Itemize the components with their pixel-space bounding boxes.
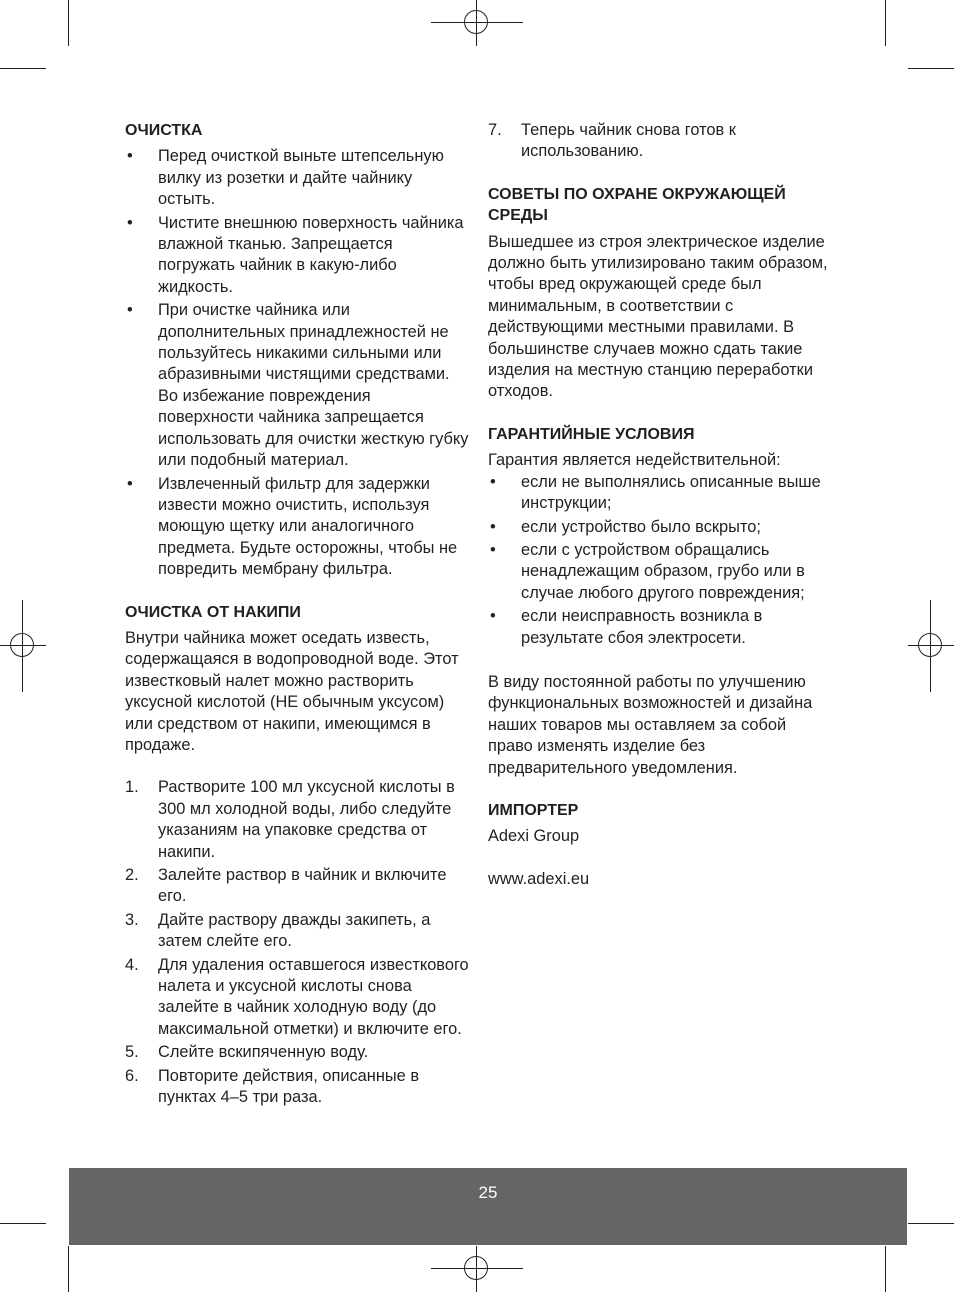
list-item-text: Чистите внешнюю поверхность чайника влажной тканью. Запрещается погружать чайник в какую-либо жидкость. — [158, 213, 464, 296]
bullet-icon: • — [490, 517, 496, 536]
registration-circle — [464, 10, 488, 34]
bullet-icon: • — [490, 472, 496, 491]
step-number: 2. — [125, 866, 139, 884]
bullet-icon: • — [490, 607, 496, 626]
step-item — [125, 1042, 470, 1063]
registration-circle — [10, 633, 34, 657]
list-item-text: При очистке чайника или дополнительных принадлежностей не пользуйтесь никакими сильными или абразивными чистящими средствами. Во избежание повреждения поверхности чайника запрещается использовать для очистки жесткую губку или подобный материал. — [158, 301, 469, 470]
importer-name: Adexi Group — [488, 827, 580, 846]
descaling-section — [125, 602, 470, 1109]
step-number: 4. — [125, 955, 139, 974]
list-item — [488, 472, 833, 515]
cleaning-section — [125, 120, 470, 581]
step-number: 5. — [125, 1043, 139, 1062]
crop-mark — [885, 1246, 886, 1292]
step-text: Дайте раствору дважды закипеть, а затем слейте его. — [158, 910, 431, 951]
descaling-steps-continued — [488, 120, 833, 163]
registration-circle — [464, 1256, 488, 1280]
list-item — [488, 540, 833, 604]
step-number: 6. — [125, 1066, 139, 1085]
warranty-section — [488, 424, 833, 779]
step-text: Слейте вскипяченную воду. — [158, 1043, 369, 1062]
crop-mark — [908, 1223, 954, 1224]
page-footer — [69, 1168, 907, 1245]
step-text: Повторите действия, описанные в пунктах 4–5 три раза. — [158, 1066, 420, 1107]
list-item — [488, 517, 833, 538]
crop-mark — [885, 0, 886, 46]
bullet-icon: • — [490, 540, 496, 559]
descaling-heading: ОЧИСТКА ОТ НАКИПИ — [125, 603, 301, 621]
step-text: Залейте раствор в чайник и включите его. — [158, 866, 447, 906]
bullet-icon: • — [127, 301, 133, 320]
crop-mark — [68, 0, 69, 46]
warranty-list — [488, 472, 833, 649]
step-number: 7. — [488, 121, 502, 139]
step-item — [125, 865, 470, 908]
crop-mark — [68, 1246, 69, 1292]
list-item-text: если не выполнялись описанные выше инструкции; — [521, 472, 821, 513]
step-item — [488, 120, 833, 163]
list-item-text: Извлеченный фильтр для задержки извести можно очистить, используя моющую щетку или аналогичного предмета. Будьте осторожны, чтобы не повредить мембрану фильтра. — [158, 474, 458, 579]
environment-section — [488, 184, 833, 403]
step-number: 1. — [125, 778, 139, 797]
step-number: 3. — [125, 910, 139, 929]
warranty-intro: Гарантия является недействительной: — [488, 451, 781, 470]
importer-heading: ИМПОРТЕР — [488, 801, 579, 819]
crop-mark — [0, 1223, 46, 1224]
importer-section — [488, 800, 833, 890]
list-item — [125, 146, 470, 210]
step-text: Теперь чайник снова готов к использованию. — [521, 121, 736, 161]
descaling-intro: Внутри чайника может оседать известь, содержащаяся в водопроводной воде. Этот известковый налет можно растворить уксусной кислотой (НЕ обычным уксусом) или средством от накипи, имеющимся в продаже. — [125, 628, 459, 754]
list-item-text: если неисправность возникла в результате сбоя электросети. — [521, 607, 763, 647]
list-item — [125, 300, 470, 471]
cleaning-heading: ОЧИСТКА — [125, 122, 203, 139]
environment-heading: СОВЕТЫ ПО ОХРАНЕ ОКРУЖАЮЩЕЙ СРЕДЫ — [488, 185, 786, 225]
environment-text: Вышедшее из строя электрическое изделие должно быть утилизировано таким образом, чтобы вред окружающей среде был минимальным, в соответствии с действующими местными правилами. В большинстве случаев можно сдать такие изделия на местную станцию переработки отходов. — [488, 232, 828, 401]
step-item — [125, 910, 470, 953]
list-item — [125, 213, 470, 299]
step-text: Для удаления оставшегося известкового налета и уксусной кислоты снова залейте в чайник холодную воду (до максимальной отметки) и включите его. — [158, 955, 469, 1038]
list-item — [488, 606, 833, 649]
list-item-text: если устройство было вскрыто; — [521, 517, 761, 536]
bullet-icon: • — [127, 147, 133, 166]
step-item — [125, 955, 470, 1041]
page-number: 25 — [478, 1183, 498, 1202]
list-item-text: Перед очисткой выньте штепсельную вилку из розетки и дайте чайнику остыть. — [158, 147, 444, 209]
warranty-note: В виду постоянной работы по улучшению функциональных возможностей и дизайна наших товаров мы оставляем за собой право изменять изделие без предварительного уведомления. — [488, 672, 813, 777]
crop-mark — [908, 68, 954, 69]
step-text: Растворите 100 мл уксусной кислоты в 300 мл холодной воды, либо следуйте указаниям на упаковке средства от накипи. — [158, 778, 455, 861]
step-item — [125, 1066, 470, 1109]
bullet-icon: • — [127, 213, 133, 232]
importer-website: www.adexi.eu — [488, 869, 590, 888]
list-item-text: если с устройством обращались ненадлежащим образом, грубо или в случае любого другого повреждения; — [521, 540, 805, 602]
descaling-steps — [125, 777, 470, 1108]
step-item — [125, 777, 470, 863]
crop-mark — [0, 68, 46, 69]
left-column — [125, 120, 470, 1110]
registration-circle — [918, 633, 942, 657]
list-item — [125, 474, 470, 581]
right-column — [488, 120, 833, 890]
bullet-icon: • — [127, 474, 133, 493]
warranty-heading: ГАРАНТИЙНЫЕ УСЛОВИЯ — [488, 425, 695, 443]
cleaning-list — [125, 146, 470, 580]
